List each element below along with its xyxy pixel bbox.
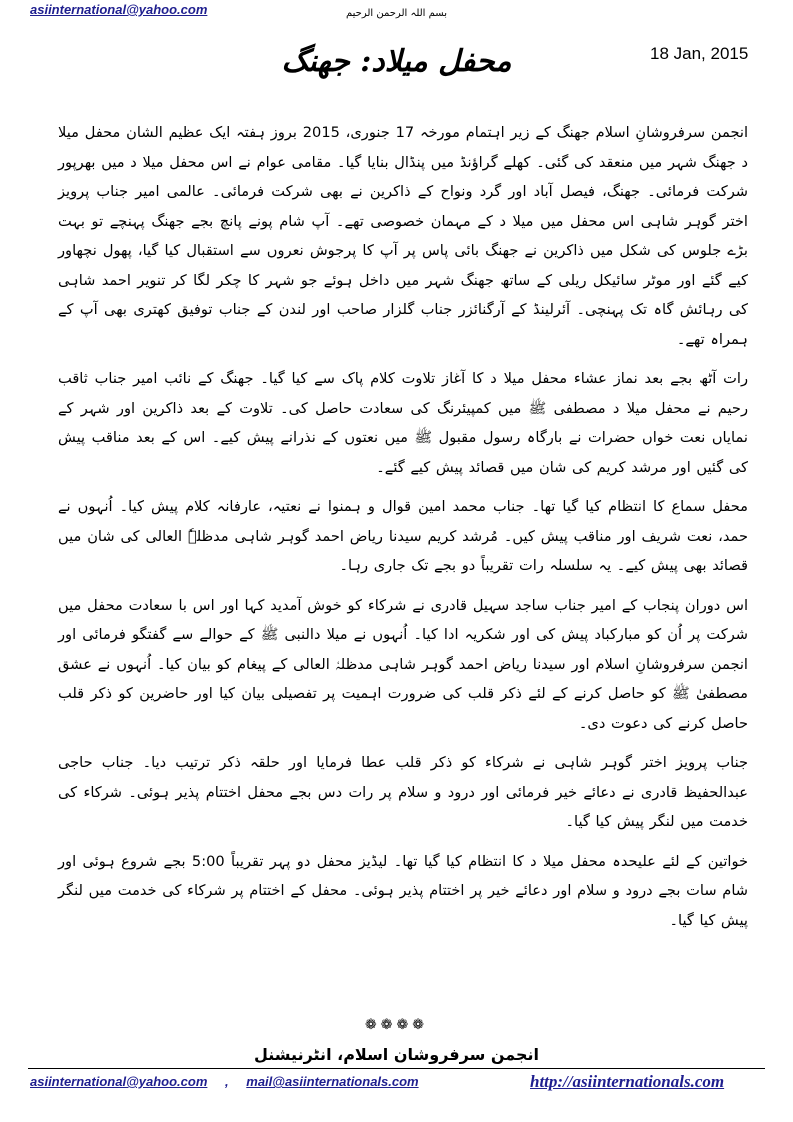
bismillah-heading: بسم اللہ الرحمن الرحیم bbox=[345, 8, 447, 19]
paragraph-3: محفل سماع کا انتظام کیا گیا تھا۔ جناب محمد امین قوال و ہمنوا نے نعتیہ، عارفانہ کلام پیش کیا۔ اُنہوں نے حمد، نعت شریف اور مناقب پیش کیں۔ مُرشد کریم سیدنا ریاض احمد گوہر شاہی مدظلہٗ العالی کی شان میں قصائد بھی پیش کیے۔ یہ سلسلہ رات تقریباً دو بجے تک جاری رہا۔ bbox=[58, 498, 748, 574]
organization-name: انجمن سرفروشان اسلام، انٹرنیشنل bbox=[253, 1045, 540, 1064]
footer-emails bbox=[30, 1074, 419, 1089]
paragraph-4: اس دوران پنجاب کے امیر جناب ساجد سہیل قادری نے شرکاء کو خوش آمدید کہا اور اس با سعادت محفل میں شرکت پر اُن کو مبارکباد پیش کی اور شکریہ ادا کیا۔ اُنہوں نے میلا دالنبی ﷺ کے حوالے سے گفتگو فرمائی اور انجمن سرفروشانِ اسلام اور سیدنا ریاض احمد گوہر شاہی مدظلہٗ العالی کے پیغام کو بیان کیا۔ اُنہوں نے عشق مصطفیٰ ﷺ کو حاصل کرنے کے لئے ذکر قلب کی ضرورت اہمیت پر تفصیلی بیان کیا اور حاضرین کو ذکر قلب حاصل کرنے کی دعوت دی۔ bbox=[58, 596, 748, 732]
footer-email-1-link[interactable]: asiinternational@yahoo.com bbox=[30, 1074, 208, 1089]
footer-email-2-link[interactable]: mail@asiinternationals.com bbox=[246, 1074, 419, 1089]
paragraph-2: رات آٹھ بجے بعد نماز عشاء محفل میلا د کا آغاز تلاوت کلام پاک سے کیا گیا۔ جھنگ کے نائب امیر جناب ثاقب رحیم نے محفل میلا د مصطفی ﷺ میں کمپیئرنگ کی سعادت حاصل کی۔ تلاوت کے بعد ذاکرین اور شہر کے نمایاں نعت خواں حضرات نے بارگاہ رسول مقبول ﷺ میں نعتوں کے نذرانے پیش کیے۔ اس کے بعد مناقب پیش کی گئیں اور مرشد کریم کی شان میں قصائد پیش کیے گئے۔ bbox=[58, 370, 748, 476]
ornament-divider: ❁❁❁❁ bbox=[365, 1017, 428, 1033]
paragraph-6: خواتین کے لئے علیحدہ محفل میلا د کا انتظام کیا گیا تھا۔ لیڈیز محفل دو پہر تقریباً 5:00 بجے شروع ہوئی اور شام سات بجے درود و سلام اور دعائے خیر پر اختتام پذیر ہوئی۔ محفل کے اختتام پر شرکاء کی خدمت میں لنگر پیش کیا گیا۔ bbox=[58, 852, 748, 929]
footer-divider bbox=[28, 1068, 765, 1069]
paragraph-5: جناب پرویز اختر گوہر شاہی نے شرکاء کو ذکر قلب عطا فرمایا اور حلقہ ذکر ترتیب دیا۔ جناب حاجی عبدالحفیظ قادری نے دعائے خیر فرمائی اور درود و سلام پر رات دس بجے محفل اختتام پذیر ہوئی۔ شرکاء کی خدمت میں لنگر پیش کیا گیا۔ bbox=[58, 754, 748, 830]
page-title: محفل میلاد: جھنگ bbox=[281, 44, 512, 79]
article-body bbox=[58, 118, 748, 945]
footer-separator: , bbox=[225, 1074, 229, 1089]
header-email-link[interactable]: asiinternational@yahoo.com bbox=[30, 2, 208, 17]
paragraph-1: انجمن سرفروشانِ اسلام جھنگ کے زیر اہتمام مورخہ 17 جنوری، 2015 بروز ہفتہ ایک عظیم الشان محفل میلا د جھنگ شہر میں منعقد کی گئی۔ کھلے گراؤنڈ میں پنڈال بنایا گیا۔ مقامی عوام نے اس محفل میلا د میں بھرپور شرکت فرمائی۔ جھنگ، فیصل آباد اور گرد ونواح کے ذاکرین نے بھی شرکت فرمائی۔ عالمی امیر جناب پرویز اختر گوہر شاہی اس محفل میں میلا د کے مہمان خصوصی تھے۔ آپ شام پونے پانچ بجے جھنگ پہنچے تو بہت بڑے جلوس کی شکل میں ذاکرین نے جھنگ بائی پاس پر آپ کا پرجوش نعروں سے استقبال کیا گیا، پھول نچھاور کیے گئے اور موٹر سائیکل ریلی کے ساتھ جھنگ شہر میں داخل ہوئے جو شہر کا چکر لگا کر تنویر احمد شاہی کی رہائش گاہ تک پہنچی۔ آئرلینڈ کے آرگنائزر جناب گلزار صاحب اور لندن کے جناب توفیق کھتری بھی آپ کے ہمراہ تھے۔ bbox=[58, 124, 749, 348]
publish-date: 18 Jan, 2015 bbox=[650, 44, 749, 63]
footer-website-link[interactable]: http://asiinternationals.com bbox=[530, 1072, 725, 1091]
